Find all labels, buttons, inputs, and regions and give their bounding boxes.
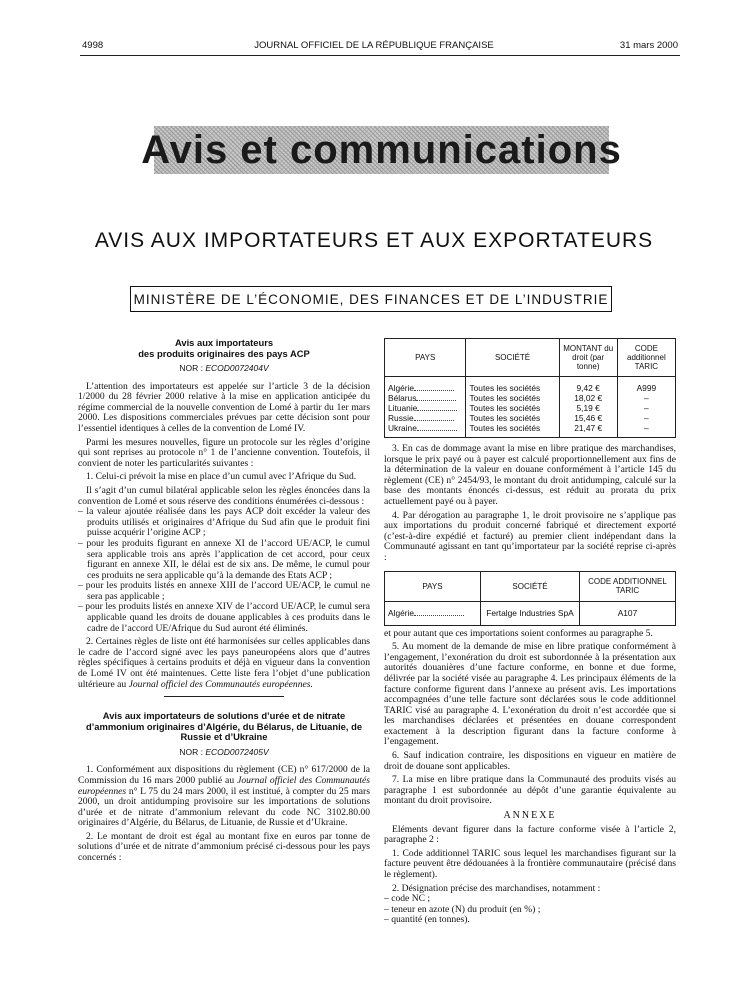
cell-montant: 15,46 € <box>559 413 617 423</box>
cell-pays <box>385 403 466 413</box>
country-name: Russie <box>388 413 414 423</box>
col-header-pays: PAYS <box>385 571 481 601</box>
notice2-p1-journal: Journal officiel des Communautés européennes <box>78 774 371 797</box>
nor-code: ECOD0072404V <box>205 363 269 373</box>
notice1-nor <box>78 363 370 374</box>
dot-leader <box>416 400 456 401</box>
col-header-code: CODE additionnel TARIC <box>617 339 675 377</box>
notice1-p3: 1. Celui-ci prévoit la mise en place d’un cumul avec l’Afrique du Sud. <box>86 471 357 483</box>
table-row <box>385 377 676 394</box>
notice2-p5: 5. Au moment de la demande de mise en libre pratique conformément à l’engagement, l’exonération du droit est subordonnée à la présentation aux autorités douanières d’une facture conforme, en bonne et due forme, délivrée par la société visée au paragraphe 4. Les principaux éléments de la facture conforme figurent dans l’annexe au présent avis. Les importations accompagnées d’une telle facture sont déclarées sous le code additionnel TARIC visé au paragraphe 4. L’exonération du droit n’est accordée que si les marchandises déclarées et présentées en douane correspondent exactement à la description figurant dans la facture conforme à l’engagement. <box>384 641 676 748</box>
main-title: AVIS AUX IMPORTATEURS ET AUX EXPORTATEURS <box>94 229 654 252</box>
cell-montant: 9,42 € <box>559 377 617 394</box>
notice1-p5-text: 2. Certaines règles de liste ont été harmonisées sur celles applicables dans le cadre de l’accord signé avec les pays paneuropéens alors que d’autres règles spécifiques à certains produits et déjà en vigueur dans la convention de Lomé IV ont été maintenues. Cette liste fera l’objet d’une publication ultérieure au <box>78 636 370 690</box>
cell-societe: Toutes les sociétés <box>466 393 559 403</box>
notice1-title <box>78 338 370 359</box>
duty-table <box>384 338 676 438</box>
section-divider <box>164 696 284 697</box>
annexe-dash3: – quantité (en tonnes). <box>384 914 470 926</box>
notice2-p1-text: 1. Conformément aux dispositions du règlement (CE) n° 617/2000 de la Commission du 16 mars 2000 publié au <box>78 764 370 786</box>
dot-leader <box>414 420 454 421</box>
dot-leader <box>414 390 454 391</box>
table-row <box>385 403 676 413</box>
country-name: Algérie <box>388 607 415 618</box>
notice2-p2: 2. Le montant de droit est égal au montant fixe en euros par tonne de solutions d’urée et de nitrate d’ammonium précisé ci-dessous pour les pays concernés : <box>78 830 370 864</box>
notice1-dash4: – pour les produits listés en annexe XIV de l’accord UE/ACP, le cumul sera applicable quand les droits de douane applicables à ces produits dans le cadre de l’accord UE/Afrique du Sud auront été éliminés. <box>78 601 370 634</box>
ministry-name: MINISTÈRE DE L’ÉCONOMIE, DES FINANCES ET DE L’INDUSTRIE <box>133 291 609 307</box>
cell-pays <box>385 377 466 394</box>
table-row <box>385 423 676 438</box>
notice1-title-line2: des produits originaires des pays ACP <box>138 347 310 359</box>
left-column <box>78 338 370 867</box>
cell-code: – <box>617 423 675 438</box>
cell-pays <box>385 413 466 423</box>
duty-table-body <box>385 377 676 438</box>
cell-societe: Toutes les sociétés <box>466 413 559 423</box>
section-banner <box>141 126 622 174</box>
exemption-table <box>384 571 676 626</box>
right-column <box>384 338 676 926</box>
notice1-dash2: – pour les produits figurant en annexe XI de l’accord UE/ACP, le cumul sera applicable trois ans après l’application de cet accord, pour ceux figurant en annexe XII, le délai est de six ans. De même, le cumul pour ces produits ne sera applicable qu’à la demande des Etats ACP ; <box>78 537 370 581</box>
cell-montant: 18,02 € <box>559 393 617 403</box>
col-header-code: CODE ADDITIONNEL TARIC <box>579 571 675 601</box>
notice2-p1-rest: n° L 75 du 24 mars 2000, il est institué, à compter du 25 mars 2000, un droit antidumping provisoire sur les importations de solutions d’urée et de nitrate d’ammonium relevant du code NC 3102.80.00 originaires d’Algérie, du Bélarus, de Lituanie, de Russie et d’Ukraine. <box>78 785 370 829</box>
cell-code: – <box>617 393 675 403</box>
table-row <box>385 393 676 403</box>
notice2-p4b: et pour autant que ces importations soient conformes au paragraphe 5. <box>384 627 653 639</box>
notice1-p5-journal: Journal officiel des Communautés européennes. <box>128 678 313 690</box>
col-header-societe: SOCIÉTÉ <box>481 571 580 601</box>
notice2-p3: 3. En cas de dommage avant la mise en libre pratique des marchandises, lorsque le prix payé ou à payer est calculé proportionnellement aux fins de la détermination de la valeur en douane conformément à l’article 145 du règlement (CE) n° 2454/93, le montant du droit antidumping, calculé sur la base des montants énoncés ci-dessus, est réduit au prorata du prix actuellement payé ou à payer. <box>384 443 676 507</box>
annexe-item1: 1. Code additionnel TARIC sous lequel les marchandises figurant sur la facture peuvent être dédouanées à la frontière communautaire (précisé dans le règlement). <box>384 847 676 880</box>
col-header-societe: SOCIÉTÉ <box>466 339 559 377</box>
cell-code: – <box>617 403 675 413</box>
cell-code: A107 <box>579 601 675 625</box>
dot-leader <box>414 615 464 616</box>
nor-label: NOR : <box>179 746 203 757</box>
notice2-p6: 6. Sauf indication contraire, les dispositions en vigueur en matière de droit de douane sont applicables. <box>384 750 676 772</box>
country-name: Lituanie <box>388 403 418 413</box>
col-header-montant: MONTANT du droit (par tonne) <box>559 339 617 377</box>
country-name: Bélarus <box>388 393 417 403</box>
country-name: Algérie <box>388 383 415 393</box>
notice1-p2: Parmi les mesures nouvelles, figure un protocole sur les règles d’origine qui sont reprises au protocole n° 1 de l’ancienne convention. Toutefois, il convient de noter les particularités suivantes : <box>78 436 370 469</box>
notice2-p4: 4. Par dérogation au paragraphe 1, le droit provisoire ne s’applique pas aux importations du produit concerné fabriqué et directement exporté (c’est-à-dire expédié et facturé) au premier client indépendant dans la Communauté agissant en tant qu’importateur par la société reprise ci-après : <box>384 509 676 563</box>
cell-pays <box>385 601 481 625</box>
ministry-box <box>130 286 612 312</box>
dot-leader <box>417 410 457 411</box>
cell-societe: Toutes les sociétés <box>466 423 559 438</box>
annexe-title: ANNEXE <box>503 810 557 822</box>
dot-leader <box>417 430 457 431</box>
notice1-title-line1: Avis aux importateurs <box>174 337 274 348</box>
annexe-dash2: – teneur en azote (N) du produit (en %) ; <box>384 903 541 915</box>
table-row <box>385 601 676 625</box>
cell-code: – <box>617 413 675 423</box>
nor-code: ECOD0072405V <box>205 746 269 757</box>
cell-societe: Toutes les sociétés <box>466 403 559 413</box>
cell-societe: Toutes les sociétés <box>466 377 559 394</box>
cell-code: A999 <box>617 377 675 394</box>
country-name: Ukraine <box>388 423 417 433</box>
notice2-p7: 7. La mise en libre pratique dans la Communauté des produits visés au paragraphe 1 est subordonnée au dépôt d’une garantie équivalente au montant du droit provisoire. <box>384 774 676 807</box>
banner-text: Avis et communications <box>141 127 622 172</box>
nor-label: NOR : <box>179 363 203 373</box>
annexe-dash1: – code NC ; <box>384 893 431 905</box>
notice1-dash3: – pour les produits listés en annexe XIII de l’accord UE/ACP, le cumul ne sera pas applicable ; <box>78 580 370 602</box>
col-header-pays: PAYS <box>385 339 466 377</box>
cell-montant: 5,19 € <box>559 403 617 413</box>
cell-montant: 21,47 € <box>559 423 617 438</box>
cell-pays <box>385 393 466 403</box>
journal-title: JOURNAL OFFICIEL DE LA RÉPUBLIQUE FRANÇAISE <box>254 40 494 51</box>
notice2-p1 <box>78 765 370 829</box>
notice1-p5 <box>78 637 370 690</box>
cell-pays <box>385 423 466 438</box>
annexe-item2: 2. Désignation précise des marchandises, notamment : <box>392 882 601 894</box>
page-number: 4998 <box>82 40 104 51</box>
notice1-dash1: – la valeur ajoutée réalisée dans les pays ACP doit excéder la valeur des produits utilisés et originaires d’Afrique du Sud afin que le produit fini puisse acquérir l’origine ACP ; <box>78 506 370 539</box>
header-rule <box>80 55 680 56</box>
exemption-table-body <box>385 601 676 625</box>
notice1-p1: L’attention des importateurs est appelée sur l’article 3 de la décision 1/2000 du 28 février 2000 relative à la mise en application anticipée du régime commercial de la nouvelle convention de Lomé à partir du 1er mars 2000. Les dispositions commerciales prévues par cette décision sont pour l’essentiel identiques à celles de la convention de Lomé IV. <box>78 380 370 434</box>
issue-date: 31 mars 2000 <box>619 40 678 51</box>
notice2-nor <box>78 747 370 758</box>
table-row <box>385 413 676 423</box>
notice1-p4: Il s’agit d’un cumul bilatéral applicable selon les règles énoncées dans la convention de Lomé et sous réserve des conditions énumérées ci-dessous : <box>78 484 370 507</box>
annexe-intro: Eléments devant figurer dans la facture conforme visée à l’article 2, paragraphe 2 : <box>384 823 676 846</box>
cell-societe: Fertalge Industries SpA <box>481 601 580 625</box>
notice2-title: Avis aux importateurs de solutions d’urée et de nitrate d’ammonium originaires d’Algérie, du Bélarus, de Lituanie, de Russie et d’Ukraine <box>85 710 363 743</box>
